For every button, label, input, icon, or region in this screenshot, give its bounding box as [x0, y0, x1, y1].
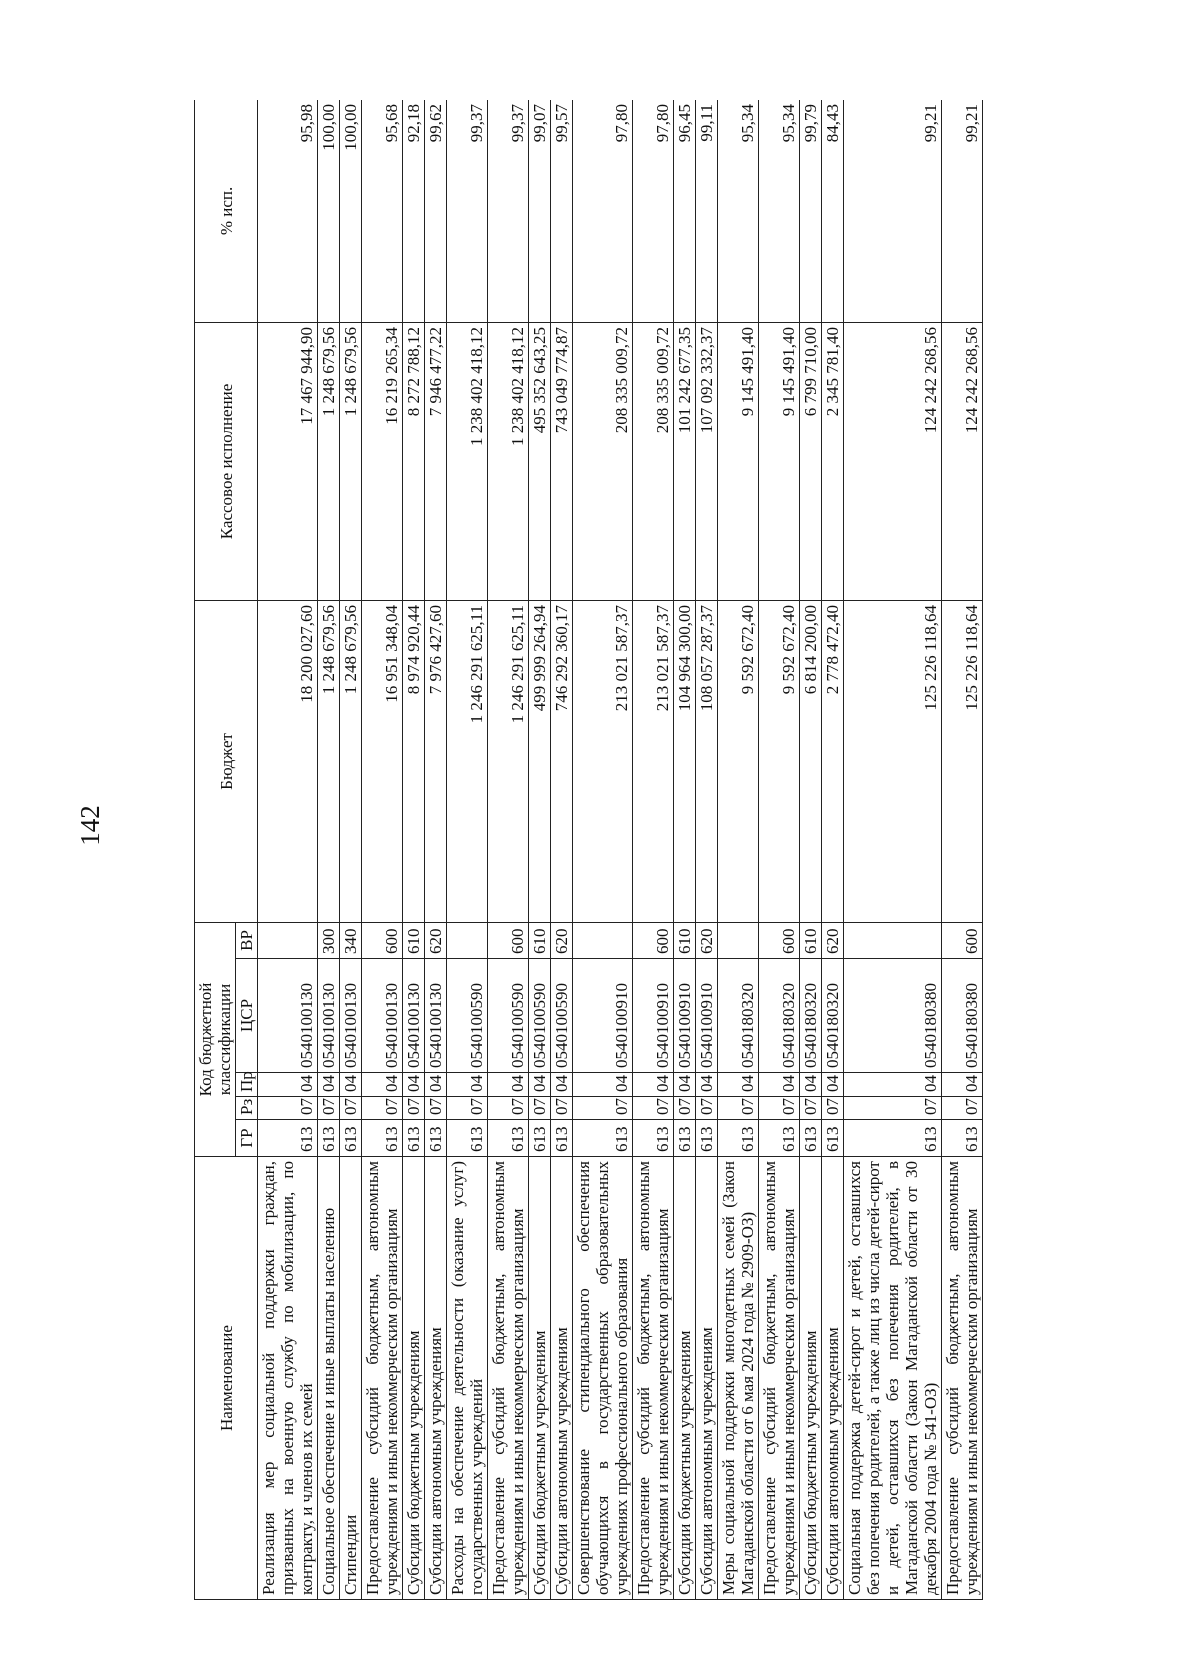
header-pct: % исп. — [195, 100, 258, 322]
cell-rz: 07 — [942, 1097, 983, 1120]
cell-cash: 495 352 643,25 — [529, 322, 551, 600]
cell-pct: 97,80 — [633, 100, 674, 322]
cell-cash: 1 238 402 418,12 — [447, 322, 488, 600]
cell-cash: 1 248 679,56 — [318, 322, 340, 600]
cell-cash: 6 799 710,00 — [800, 322, 822, 600]
cell-pct: 95,98 — [258, 100, 318, 322]
cell-pr: 04 — [674, 1073, 696, 1097]
cell-gr: 613 — [674, 1120, 696, 1157]
cell-pr: 04 — [759, 1073, 800, 1097]
cell-cash: 208 335 009,72 — [633, 322, 674, 600]
cell-pr: 04 — [529, 1073, 551, 1097]
cell-vr — [447, 922, 488, 958]
cell-rz: 07 — [573, 1097, 633, 1120]
header-cash: Кассовое исполнение — [195, 322, 258, 600]
cell-name: Социальная поддержка детей-сирот и детей, оставшихся без попечения родителей, а также лиц из числа детей-сирот и детей, оставшихся без попечения родителей, в Магаданской области (Закон Магаданской области от 30 декабря 2004 года № 541-ОЗ) — [844, 1157, 942, 1600]
table-row — [425, 100, 447, 1600]
rotated-page — [194, 100, 1074, 1600]
cell-rz: 07 — [696, 1097, 718, 1120]
cell-vr: 610 — [674, 922, 696, 958]
cell-pr: 04 — [318, 1073, 340, 1097]
cell-vr: 600 — [488, 922, 529, 958]
cell-pr: 04 — [425, 1073, 447, 1097]
cell-vr — [258, 922, 318, 958]
cell-csr: 0540100130 — [340, 959, 362, 1073]
cell-csr: 0540180320 — [800, 959, 822, 1073]
cell-vr: 610 — [529, 922, 551, 958]
cell-pct: 95,34 — [718, 100, 759, 322]
cell-pr: 04 — [403, 1073, 425, 1097]
cell-cash: 1 238 402 418,12 — [488, 322, 529, 600]
cell-gr: 613 — [633, 1120, 674, 1157]
cell-budget: 18 200 027,60 — [258, 600, 318, 922]
cell-pr: 04 — [633, 1073, 674, 1097]
cell-pct: 99,07 — [529, 100, 551, 322]
cell-name: Социальное обеспечение и иные выплаты населению — [318, 1157, 340, 1600]
table-row — [822, 100, 844, 1600]
cell-pct: 99,21 — [942, 100, 983, 322]
cell-rz: 07 — [551, 1097, 573, 1120]
header-vr: ВР — [236, 922, 258, 958]
table-row — [447, 100, 488, 1600]
table-body — [258, 100, 983, 1600]
cell-csr: 0540100910 — [696, 959, 718, 1073]
cell-rz: 07 — [759, 1097, 800, 1120]
cell-csr: 0540100590 — [551, 959, 573, 1073]
cell-name: Реализация мер социальной поддержки граждан, призванных на военную службу по мобилизации, по контракту, и членов их семей — [258, 1157, 318, 1600]
cell-name: Предоставление субсидий бюджетным, автономным учреждениям и иным некоммерческим организациям — [759, 1157, 800, 1600]
cell-gr: 613 — [447, 1120, 488, 1157]
cell-rz: 07 — [447, 1097, 488, 1120]
cell-vr: 620 — [696, 922, 718, 958]
cell-gr: 613 — [488, 1120, 529, 1157]
cell-name: Субсидии автономным учреждениям — [696, 1157, 718, 1600]
cell-csr: 0540100910 — [674, 959, 696, 1073]
cell-csr: 0540180320 — [718, 959, 759, 1073]
cell-gr: 613 — [942, 1120, 983, 1157]
cell-pct: 99,11 — [696, 100, 718, 322]
cell-budget: 125 226 118,64 — [844, 600, 942, 922]
table-row — [674, 100, 696, 1600]
cell-cash: 101 242 677,35 — [674, 322, 696, 600]
cell-csr: 0540100130 — [258, 959, 318, 1073]
cell-pct: 100,00 — [340, 100, 362, 322]
table-row — [403, 100, 425, 1600]
cell-cash: 1 248 679,56 — [340, 322, 362, 600]
cell-budget: 1 248 679,56 — [318, 600, 340, 922]
cell-budget: 104 964 300,00 — [674, 600, 696, 922]
cell-cash: 17 467 944,90 — [258, 322, 318, 600]
cell-rz: 07 — [362, 1097, 403, 1120]
cell-vr: 340 — [340, 922, 362, 958]
cell-budget: 2 778 472,40 — [822, 600, 844, 922]
cell-pr: 04 — [362, 1073, 403, 1097]
cell-pct: 99,21 — [844, 100, 942, 322]
table-row — [633, 100, 674, 1600]
cell-budget: 8 974 920,44 — [403, 600, 425, 922]
cell-pr: 04 — [696, 1073, 718, 1097]
cell-budget: 746 292 360,17 — [551, 600, 573, 922]
cell-pr: 04 — [942, 1073, 983, 1097]
cell-csr: 0540100130 — [403, 959, 425, 1073]
cell-vr: 610 — [800, 922, 822, 958]
cell-cash: 7 946 477,22 — [425, 322, 447, 600]
table-row — [340, 100, 362, 1600]
cell-cash: 9 145 491,40 — [718, 322, 759, 600]
cell-name: Субсидии автономным учреждениям — [822, 1157, 844, 1600]
cell-csr: 0540100130 — [318, 959, 340, 1073]
cell-pct: 99,79 — [800, 100, 822, 322]
cell-pct: 92,18 — [403, 100, 425, 322]
cell-csr: 0540100590 — [447, 959, 488, 1073]
table-row — [529, 100, 551, 1600]
cell-name: Субсидии автономным учреждениям — [551, 1157, 573, 1600]
cell-gr: 613 — [403, 1120, 425, 1157]
cell-budget: 9 592 672,40 — [718, 600, 759, 922]
cell-name: Совершенствование стипендиального обеспечения обучающихся в государственных образовательных учреждениях профессионального образования — [573, 1157, 633, 1600]
cell-name: Предоставление субсидий бюджетным, автономным учреждениям и иным некоммерческим организациям — [488, 1157, 529, 1600]
cell-name: Субсидии бюджетным учреждениям — [674, 1157, 696, 1600]
table-row — [573, 100, 633, 1600]
cell-name: Субсидии бюджетным учреждениям — [529, 1157, 551, 1600]
cell-rz: 07 — [340, 1097, 362, 1120]
header-pr: Пр — [236, 1073, 258, 1097]
header-name: Наименование — [195, 1157, 258, 1600]
cell-budget: 1 246 291 625,11 — [488, 600, 529, 922]
cell-csr: 0540100130 — [362, 959, 403, 1073]
cell-budget: 499 999 264,94 — [529, 600, 551, 922]
cell-csr: 0540100130 — [425, 959, 447, 1073]
cell-csr: 0540100590 — [488, 959, 529, 1073]
cell-gr: 613 — [425, 1120, 447, 1157]
header-code-group: Код бюджетной классификации — [195, 922, 236, 1156]
cell-name: Расходы на обеспечение деятельности (оказание услуг) государственных учреждений — [447, 1157, 488, 1600]
cell-rz: 07 — [258, 1097, 318, 1120]
table-row — [942, 100, 983, 1600]
cell-cash: 743 049 774,87 — [551, 322, 573, 600]
cell-pr: 04 — [800, 1073, 822, 1097]
table-row — [696, 100, 718, 1600]
cell-name: Меры социальной поддержки многодетных семей (Закон Магаданской области от 6 мая 2024 года № 2909-ОЗ) — [718, 1157, 759, 1600]
cell-budget: 1 246 291 625,11 — [447, 600, 488, 922]
cell-vr: 600 — [362, 922, 403, 958]
cell-pct: 84,43 — [822, 100, 844, 322]
cell-cash: 124 242 268,56 — [942, 322, 983, 600]
cell-budget: 9 592 672,40 — [759, 600, 800, 922]
table-row — [759, 100, 800, 1600]
cell-gr: 613 — [718, 1120, 759, 1157]
cell-rz: 07 — [318, 1097, 340, 1120]
cell-name: Предоставление субсидий бюджетным, автономным учреждениям и иным некоммерческим организациям — [633, 1157, 674, 1600]
header-gr: ГР — [236, 1120, 258, 1157]
cell-budget: 7 976 427,60 — [425, 600, 447, 922]
cell-vr — [718, 922, 759, 958]
cell-budget: 1 248 679,56 — [340, 600, 362, 922]
cell-gr: 613 — [551, 1120, 573, 1157]
cell-vr: 620 — [551, 922, 573, 958]
cell-gr: 613 — [759, 1120, 800, 1157]
cell-rz: 07 — [488, 1097, 529, 1120]
cell-cash: 8 272 788,12 — [403, 322, 425, 600]
cell-gr: 613 — [573, 1120, 633, 1157]
cell-pr: 04 — [844, 1073, 942, 1097]
cell-name: Предоставление субсидий бюджетным, автономным учреждениям и иным некоммерческим организациям — [362, 1157, 403, 1600]
cell-pct: 95,34 — [759, 100, 800, 322]
cell-pr: 04 — [447, 1073, 488, 1097]
cell-rz: 07 — [425, 1097, 447, 1120]
cell-pr: 04 — [340, 1073, 362, 1097]
cell-pct: 99,62 — [425, 100, 447, 322]
cell-cash: 107 092 332,37 — [696, 322, 718, 600]
cell-name: Предоставление субсидий бюджетным, автономным учреждениям и иным некоммерческим организациям — [942, 1157, 983, 1600]
cell-vr: 600 — [759, 922, 800, 958]
cell-pct: 96,45 — [674, 100, 696, 322]
cell-vr: 610 — [403, 922, 425, 958]
cell-pr: 04 — [573, 1073, 633, 1097]
cell-vr — [844, 922, 942, 958]
cell-gr: 613 — [258, 1120, 318, 1157]
cell-budget: 108 057 287,37 — [696, 600, 718, 922]
cell-rz: 07 — [844, 1097, 942, 1120]
header-rz: Рз — [236, 1097, 258, 1120]
cell-cash: 2 345 781,40 — [822, 322, 844, 600]
cell-name: Субсидии бюджетным учреждениям — [403, 1157, 425, 1600]
cell-gr: 613 — [340, 1120, 362, 1157]
table-header — [195, 100, 258, 1600]
cell-name: Стипендии — [340, 1157, 362, 1600]
cell-vr: 620 — [425, 922, 447, 958]
table-row — [488, 100, 529, 1600]
cell-pr: 04 — [551, 1073, 573, 1097]
table-row — [362, 100, 403, 1600]
cell-vr: 600 — [942, 922, 983, 958]
cell-cash: 208 335 009,72 — [573, 322, 633, 600]
cell-csr: 0540180320 — [759, 959, 800, 1073]
header-csr: ЦСР — [236, 959, 258, 1073]
cell-csr: 0540100910 — [633, 959, 674, 1073]
cell-cash: 9 145 491,40 — [759, 322, 800, 600]
table-row — [718, 100, 759, 1600]
cell-pct: 99,57 — [551, 100, 573, 322]
cell-gr: 613 — [800, 1120, 822, 1157]
rotated-table-wrapper — [194, 100, 1074, 1600]
table-row — [318, 100, 340, 1600]
cell-cash: 124 242 268,56 — [844, 322, 942, 600]
cell-pr: 04 — [258, 1073, 318, 1097]
cell-vr: 600 — [633, 922, 674, 958]
cell-vr: 620 — [822, 922, 844, 958]
cell-gr: 613 — [318, 1120, 340, 1157]
cell-gr: 613 — [362, 1120, 403, 1157]
table-row — [844, 100, 942, 1600]
cell-csr: 0540180380 — [844, 959, 942, 1073]
cell-name: Субсидии автономным учреждениям — [425, 1157, 447, 1600]
cell-rz: 07 — [633, 1097, 674, 1120]
cell-gr: 613 — [696, 1120, 718, 1157]
cell-rz: 07 — [800, 1097, 822, 1120]
cell-pct: 99,37 — [488, 100, 529, 322]
table-row — [258, 100, 318, 1600]
cell-vr — [573, 922, 633, 958]
cell-pr: 04 — [488, 1073, 529, 1097]
cell-rz: 07 — [718, 1097, 759, 1120]
cell-csr: 0540100910 — [573, 959, 633, 1073]
table-row — [551, 100, 573, 1600]
cell-budget: 213 021 587,37 — [633, 600, 674, 922]
table-row — [800, 100, 822, 1600]
cell-rz: 07 — [674, 1097, 696, 1120]
cell-pct: 95,68 — [362, 100, 403, 322]
cell-csr: 0540180380 — [942, 959, 983, 1073]
cell-budget: 16 951 348,04 — [362, 600, 403, 922]
cell-gr: 613 — [844, 1120, 942, 1157]
cell-pct: 100,00 — [318, 100, 340, 322]
cell-cash: 16 219 265,34 — [362, 322, 403, 600]
cell-budget: 125 226 118,64 — [942, 600, 983, 922]
cell-csr: 0540100590 — [529, 959, 551, 1073]
budget-table — [194, 100, 983, 1600]
cell-budget: 213 021 587,37 — [573, 600, 633, 922]
cell-rz: 07 — [822, 1097, 844, 1120]
cell-gr: 613 — [822, 1120, 844, 1157]
cell-rz: 07 — [403, 1097, 425, 1120]
cell-vr: 300 — [318, 922, 340, 958]
cell-budget: 6 814 200,00 — [800, 600, 822, 922]
cell-csr: 0540180320 — [822, 959, 844, 1073]
cell-name: Субсидии бюджетным учреждениям — [800, 1157, 822, 1600]
header-budget: Бюджет — [195, 600, 258, 922]
cell-rz: 07 — [529, 1097, 551, 1120]
cell-pct: 99,37 — [447, 100, 488, 322]
cell-pct: 97,80 — [573, 100, 633, 322]
cell-pr: 04 — [718, 1073, 759, 1097]
cell-pr: 04 — [822, 1073, 844, 1097]
cell-gr: 613 — [529, 1120, 551, 1157]
page-number: 142 — [74, 805, 105, 846]
